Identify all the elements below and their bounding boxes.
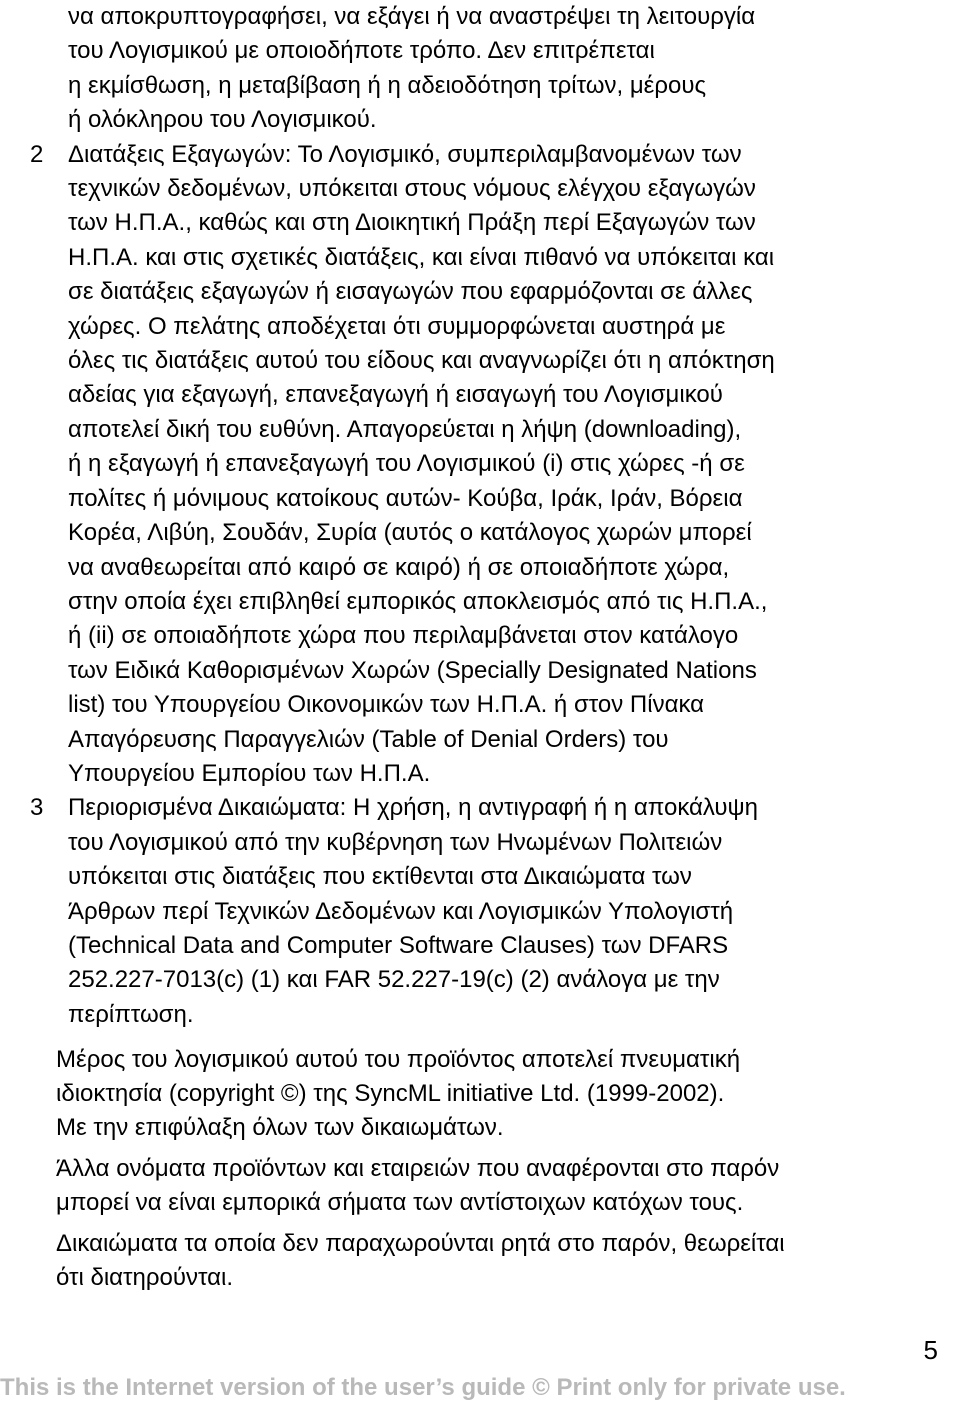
list-item-continuation xyxy=(30,0,935,138)
paragraph-reserved-rights xyxy=(56,1227,936,1295)
text-line: η εκμίσθωση, η μεταβίβαση ή η αδειοδότηση τρίτων, μέρους xyxy=(68,71,707,99)
text-line: Άρθρων περί Τεχνικών Δεδομένων και Λογισμικών Υπολογιστή xyxy=(68,897,734,925)
list-item-number: 3 xyxy=(30,794,44,822)
text-line: στην οποία έχει επιβληθεί εμπορικός αποκλεισμός από τις Η.Π.Α., xyxy=(68,587,768,615)
text-line: χώρες. Ο πελάτης αποδέχεται ότι συμμορφώνεται αυστηρά με xyxy=(68,312,726,340)
text-line: Άλλα ονόματα προϊόντων και εταιρειών που αναφέρονται στο παρόν xyxy=(56,1155,780,1182)
footer-disclaimer: This is the Internet version of the user’s guide © Print only for private use. xyxy=(0,1374,846,1401)
text-line: όλες τις διατάξεις αυτού του είδους και αναγνωρίζει ότι η απόκτηση xyxy=(68,347,775,375)
text-line: να αναθεωρείται από καιρό σε καιρό) ή σε οποιαδήποτε χώρα, xyxy=(68,553,730,581)
text-line: Διατάξεις Εξαγωγών: Το Λογισμικό, συμπεριλαμβανομένων των xyxy=(68,140,742,168)
text-line: σε διατάξεις εξαγωγών ή εισαγωγών που εφαρμόζονται σε άλλες xyxy=(68,278,753,306)
numbered-list xyxy=(30,0,935,1032)
text-line: τεχνικών δεδομένων, υπόκειται στους νόμους ελέγχου εξαγωγών xyxy=(68,175,756,203)
text-line: Περιορισμένα Δικαιώματα: Η χρήση, η αντιγραφή ή η αποκάλυψη xyxy=(68,794,758,822)
text-line: Η.Π.Α. και στις σχετικές διατάξεις, και είναι πιθανό να υπόκειται και xyxy=(68,243,775,271)
text-line: περίπτωση. xyxy=(68,1000,194,1028)
text-line: Μέρος του λογισμικού αυτού του προϊόντος αποτελεί πνευματική xyxy=(56,1046,741,1073)
list-item-number: 2 xyxy=(30,140,44,168)
text-line: Με την επιφύλαξη όλων των δικαιωμάτων. xyxy=(56,1114,504,1141)
list-item-export-provisions xyxy=(30,138,935,792)
paragraph-copyright xyxy=(56,1043,936,1145)
text-line: αδείας για εξαγωγή, επανεξαγωγή ή εισαγωγή του Λογισμικού xyxy=(68,381,723,409)
text-line: πολίτες ή μόνιμους κατοίκους αυτών- Κούβα, Ιράκ, Ιράν, Βόρεια xyxy=(68,484,743,512)
text-line: Απαγόρευσης Παραγγελιών (Table of Denial Orders) του xyxy=(68,725,669,753)
text-line: 252.227-7013(c) (1) και FAR 52.227-19(c) (2) ανάλογα με την xyxy=(68,966,720,994)
paragraph-trademarks xyxy=(56,1152,936,1220)
text-line: Δικαιώματα τα οποία δεν παραχωρούνται ρητά στο παρόν, θεωρείται xyxy=(56,1230,785,1257)
list-item-restricted-rights xyxy=(30,791,935,1032)
text-line: ιδιοκτησία (copyright ©) της SyncML initiative Ltd. (1999-2002). xyxy=(56,1080,725,1107)
text-line: ότι διατηρούνται. xyxy=(56,1264,234,1291)
text-line: των Ειδικά Καθορισμένων Χωρών (Specially Designated Nations xyxy=(68,656,757,684)
text-line: Κορέα, Λιβύη, Σουδάν, Συρία (αυτός ο κατάλογος χωρών μπορεί xyxy=(68,519,752,547)
text-line: ή (ii) σε οποιαδήποτε χώρα που περιλαμβάνεται στον κατάλογο xyxy=(68,622,739,650)
text-line: του Λογισμικού από την κυβέρνηση των Ηνωμένων Πολιτειών xyxy=(68,828,723,856)
text-line: του Λογισμικού με οποιοδήποτε τρόπο. Δεν επιτρέπεται xyxy=(68,37,655,65)
page-number: 5 xyxy=(923,1335,938,1365)
text-line: Υπουργείου Εμπορίου των Η.Π.Α. xyxy=(68,759,431,787)
text-line: μπορεί να είναι εμπορικά σήματα των αντίστοιχων κατόχων τους. xyxy=(56,1189,744,1216)
text-line: (Technical Data and Computer Software Clauses) των DFARS xyxy=(68,931,729,959)
text-line: υπόκειται στις διατάξεις που εκτίθενται στα Δικαιώματα των xyxy=(68,863,692,891)
text-line: ή ολόκληρου του Λογισμικού. xyxy=(68,106,377,134)
text-line: των Η.Π.Α., καθώς και στη Διοικητική Πράξη περί Εξαγωγών των xyxy=(68,209,756,237)
text-line: ή η εξαγωγή ή επανεξαγωγή του Λογισμικού (i) στις χώρες -ή σε xyxy=(68,450,745,478)
text-line: να αποκρυπτογραφήσει, να εξάγει ή να αναστρέψει τη λειτουργία xyxy=(68,3,756,30)
text-line: list) του Υπουργείου Οικονομικών των Η.Π.Α. ή στον Πίνακα xyxy=(68,691,705,719)
text-line: αποτελεί δική του ευθύνη. Απαγορεύεται η λήψη (downloading), xyxy=(68,415,742,443)
